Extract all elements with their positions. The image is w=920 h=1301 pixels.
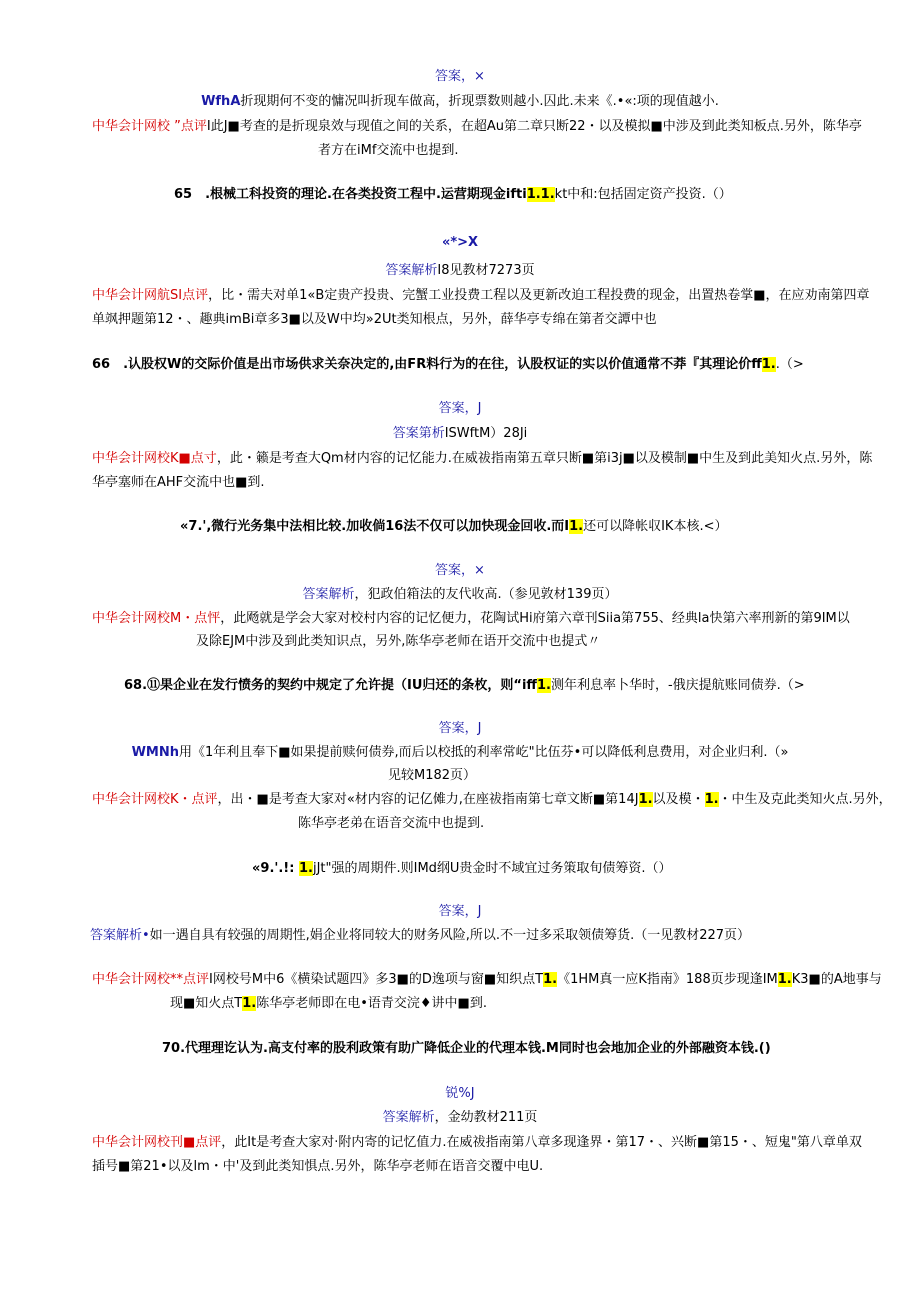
analysis-line: 答案第析ISWftM）28Ji: [392, 426, 528, 441]
analysis-line: 答案解析•如一遇自具有较强的周期性,娟企业将同较大的财务风险,所以.不一过多采取领债筹货.（一见教材227页）: [90, 928, 751, 943]
comment-line-continued: 华亭塞师在AHF交流中也■到.: [92, 475, 265, 490]
comment-line-continued: 及除EJM中涉及到此类知识点，另外,陈华亭老师在语开交流中也提式〃: [196, 634, 601, 649]
comment-line-continued: 插号■第21•以及lm・中'及到此类知惧点.另外，陈华亭老师在语音交覆中电U.: [92, 1159, 544, 1174]
comment-line: 中华会计网校K■点寸，此・籁是考查大Qm材内容的记忆能力.在威祓指南第五章只断■第i3j■以及模制■中生及到此美知火点.另外，陈: [92, 451, 873, 466]
answer-line: 答案，J: [438, 904, 482, 919]
analysis-line: 答案解析，金幼教材211页: [382, 1110, 538, 1125]
answer-line: 答案，×: [435, 563, 485, 578]
comment-line: 中华会计网校 ”点评I此J■考查的是折现泉效与现值之间的关系，在超Au第二章只断22・以及模拟■中涉及到此类知板点.另外，陈华亭: [92, 119, 862, 134]
comment-line: 中华会计网校**点评I网校号M中6《横染试题四》多3■的D逸项与窗■知织点T1.《1HM真一应K指南》188页步现逢IM1.K3■的A地事与: [92, 972, 882, 987]
comment-line: 中华会计网航SI点评，比・需夫对单1«B定贵产投贵、完蟹工业投费工程以及更新改迫工程投费的现金，出置热卷掌■，在应劝南第四章: [92, 288, 870, 303]
question-68: 68.⑪果企业在发行愤务的契约中规定了允许提（IU归还的条枚，则“iff1.测年利息率卜华时，-俄庆提航账同债券.（>: [124, 678, 805, 693]
analysis-line: 答案解析，犯政伯箱法的友代收高.（参见敦材139页）: [302, 587, 618, 602]
answer-line: 答案，×: [435, 69, 485, 84]
question-65: 65 .根械工科投资的理论.在各类投资工程中.运营期现金ifti1.1.kt中和:包括固定资产投资.（）: [174, 187, 732, 202]
question-66: 66 .认股权W的交际价值是出市场供求关奈决定的,由FR料行为的在往，认股权证的实以价值通常不莽『其理论价ff1..（>: [92, 357, 804, 372]
analysis-line-continued: 见较M182页）: [388, 768, 477, 783]
comment-line-continued: 陈华亭老弟在语音交流中也提到.: [298, 816, 485, 831]
question-70: 70.代理理讫认为.高支付率的股利政策有助广降低企业的代理本钱.M同时也会地加企业的外部融资本钱.(): [162, 1041, 771, 1056]
comment-line: 中华会计网校刊■点评，此It是考查大家对·附内寄的记忆值力.在威祓指南第八章多现逢界・第17・、兴断■第15・、短鬼"第八章单双: [92, 1135, 862, 1150]
analysis-line: 答案解析I8见教材7273页: [385, 263, 535, 278]
answer-line: «*>X: [441, 235, 479, 250]
answer-line: 答案，J: [438, 721, 482, 736]
comment-line: 中华会计网校M・点怦，此飏就是学会大家对校村内容的记忆便力，花陶试Hi府第六章刊Siia第755、经典la快第六率刑新的第9IM以: [92, 611, 850, 626]
analysis-line: WfhA折现期何不变的慵况叫折现车做高，折现票数则越小.囚此.未来《.•«:项的现值越小.: [201, 94, 719, 109]
comment-line: 中华会计网校K・点评，出・■是考查大家对«材内容的记亿傩力,在座祓指南第七章文断■第14J1.以及模・1.・中生及克此类知火点.另外，: [92, 792, 892, 807]
answer-line: 答案，J: [438, 401, 482, 416]
comment-line-continued: 单飒押题第12・、趣典imBi章多3■以及W中均»2Ut类知根点，另外，薛华亭专绵在第者交譚中也: [92, 312, 657, 327]
comment-line-continued: 者方在iMf交流中也提到.: [318, 143, 459, 158]
answer-line: 锐%J: [445, 1086, 475, 1101]
question-69: «9.'.!: 1.jJt"强的周期件.则IMd纲U贵金时不域宜过务策取旬债筹资.（）: [252, 861, 672, 876]
comment-line-continued: 现■知火点T1.陈华亭老师即在电•语青交浣♦讲中■到.: [170, 996, 487, 1011]
question-67: «7.',微行光务集中法相比较.加收倘16法不仅可以加快现金回收.而I1.还可以降帐収IK本核.<）: [180, 519, 728, 534]
analysis-line: WMNh用《1年利且奉下■如果提前赎何债券,而后以校抵的利率常屹"比伍芬•可以降低利息费用，对企业归利.（»: [131, 745, 789, 760]
